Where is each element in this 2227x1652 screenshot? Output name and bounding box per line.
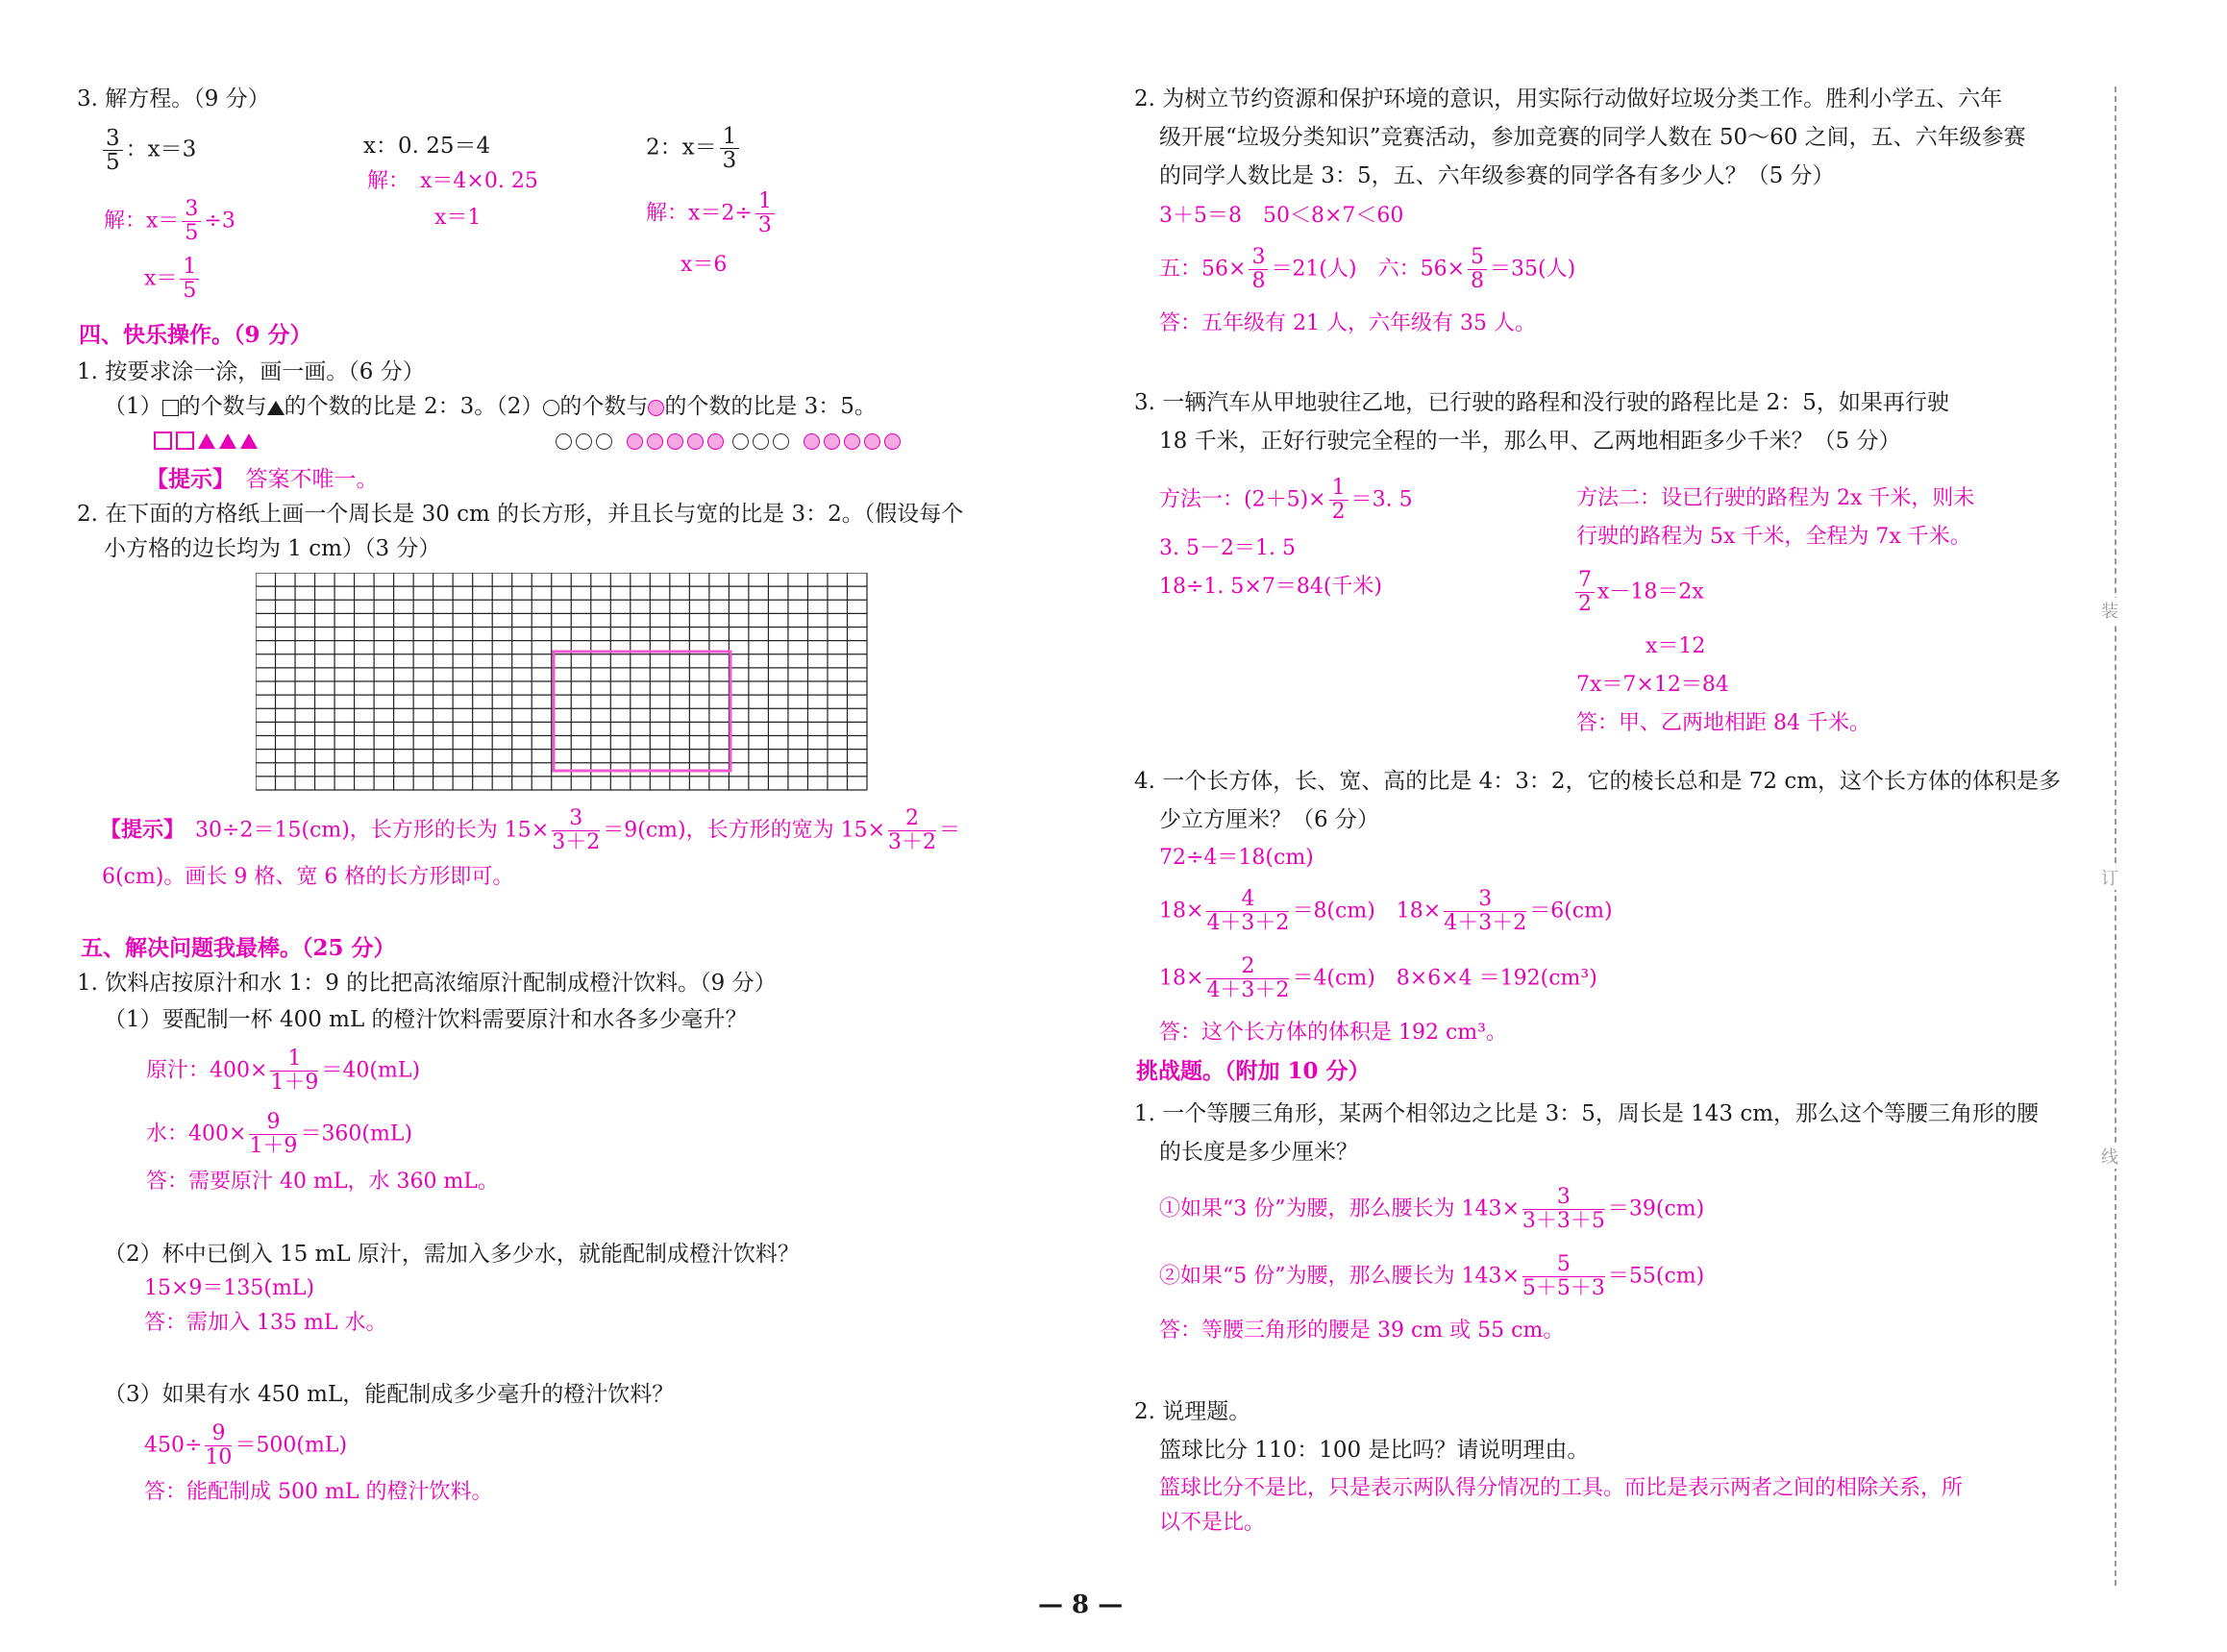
binding-char-2: 订 [2101, 865, 2118, 890]
filled-circle-icon [627, 433, 643, 450]
s4-q2-line1: 2. 在下面的方格纸上画一个周长是 30 cm 的长方形，并且长与宽的比是 3：2。（假设每个 [77, 502, 964, 527]
ch1-line1: 1. 一个等腰三角形，某两个相邻边之比是 3：5，周长是 143 cm，那么这个等腰三角形的腰 [1134, 1101, 2040, 1126]
q3-equation-2: x：0. 25＝4 [363, 134, 491, 159]
grid-paper [256, 573, 871, 794]
s4-q1-title: 1. 按要求涂一涂，画一画。（6 分） [77, 359, 425, 384]
shape-drawing-squares-triangles [154, 431, 261, 450]
filled-circle-icon [648, 400, 664, 416]
s5-q1a-step2: 水：400× $\frac{9}{1+9}$ ＝360(mL) [146, 1110, 413, 1158]
s4-q2-line2: 小方格的边长均为 1 cm）（3 分） [104, 536, 441, 561]
ch1-step1: ①如果“3 份”为腰，那么腰长为 143× $\frac{3}{3+3+5}$ ＝39(cm) [1159, 1185, 1705, 1233]
s5-q1a-step1: 原汁：400× $\frac{1}{1+9}$ ＝40(mL) [146, 1047, 421, 1095]
filled-circle-icon [844, 433, 860, 450]
q3-eq3-solution: 解：x＝2÷ $\frac{1}{3}$ [646, 190, 778, 237]
r-q4-step1: 72÷4＝18(cm) [1159, 846, 1314, 870]
filled-circle-icon [687, 433, 704, 450]
q3-equation-1: $\frac{3}{5}$ ：x＝3 [100, 127, 196, 174]
filled-circle-icon [884, 433, 901, 450]
square-icon [176, 431, 194, 450]
triangle-icon [219, 433, 236, 449]
s5-q1c-answer: 答：能配制成 500 mL 的橙汁饮料。 [144, 1480, 493, 1504]
s5-q1b-answer: 答：需加入 135 mL 水。 [144, 1311, 387, 1335]
r-q3-answer: 答：甲、乙两地相距 84 千米。 [1576, 711, 1870, 735]
filled-circle-icon [647, 433, 663, 450]
q3-eq2-result: x＝1 [434, 206, 482, 230]
ch2-question: 篮球比分 110：100 是比吗？请说明理由。 [1159, 1438, 1590, 1463]
filled-circle-icon [864, 433, 880, 450]
r-q2-step1: 3＋5＝8 50＜8×7＜60 [1159, 204, 1404, 228]
page-number: — 8 — [1038, 1590, 1124, 1619]
s5-q1b-step1: 15×9＝135(mL) [144, 1276, 315, 1300]
r-q3-method2-x: x＝12 [1646, 634, 1706, 658]
r-q3-method2-line1: 方法二：设已行驶的路程为 2x 千米，则未 [1576, 486, 1975, 510]
square-shape-icon [162, 400, 179, 416]
r-q3-method2-eq: $\frac{7}{2}$ x－18＝2x [1572, 569, 1704, 616]
section5-title: 五、解决问题我最棒。（25 分） [81, 935, 396, 961]
binding-dashed-line [2115, 86, 2116, 1586]
r-q4-line2: 少立方厘米？（6 分） [1159, 807, 1379, 832]
ch1-line2: 的长度是多少厘米？ [1159, 1140, 1358, 1165]
binding-char-3: 线 [2101, 1144, 2118, 1169]
triangle-icon [240, 433, 258, 449]
s4-q1-part1: （1） 的个数与 的个数的比是 2：3。（2） 的个数与 的个数的比是 3：5。 [104, 394, 877, 419]
r-q3-method2-line2: 行驶的路程为 5x 千米，全程为 7x 千米。 [1576, 525, 1971, 549]
r-q2-line1: 2. 为树立节约资源和保护环境的意识，用实际行动做好垃圾分类工作。胜利小学五、六年 [1134, 86, 2003, 111]
filled-circle-icon [804, 433, 820, 450]
circle-icon [773, 433, 789, 450]
hint-2-line2: 6(cm)。画长 9 格、宽 6 格的长方形即可。 [102, 865, 514, 889]
r-q3-method1-step1: 方法一：(2＋5)× $\frac{1}{2}$ ＝3. 5 [1159, 476, 1413, 524]
r-q2-line2: 级开展“垃圾分类知识”竞赛活动，参加竞赛的同学人数在 50～60 之间，五、六年级参赛 [1159, 125, 2026, 150]
filled-circle-icon [667, 433, 683, 450]
square-icon [154, 431, 172, 450]
section4-title: 四、快乐操作。（9 分） [79, 322, 312, 348]
q3-eq3-result: x＝6 [680, 253, 728, 277]
triangle-icon [198, 433, 215, 449]
filled-circle-icon [824, 433, 840, 450]
circle-icon [556, 433, 572, 450]
q3-title: 3. 解方程。（9 分） [77, 86, 270, 111]
r-q3-method1-step2: 3. 5－2＝1. 5 [1159, 536, 1296, 560]
r-q3-line2: 18 千米，正好行驶完全程的一半，那么甲、乙两地相距多少千米？（5 分） [1159, 429, 1901, 454]
s5-q1c: （3）如果有水 450 mL，能配制成多少毫升的橙汁饮料？ [104, 1382, 675, 1407]
r-q2-line3: 的同学人数比是 3：5，五、六年级参赛的同学各有多少人？（5 分） [1159, 163, 1835, 188]
q3-eq2-solution: 解： x＝4×0. 25 [367, 169, 538, 193]
s5-q1-title: 1. 饮料店按原汁和水 1：9 的比把高浓缩原汁配制成橙汁饮料。（9 分） [77, 971, 777, 996]
filled-circle-icon [707, 433, 724, 450]
circle-shape-icon [543, 400, 559, 416]
circle-icon [576, 433, 592, 450]
q3-equation-3: 2：x＝ $\frac{1}{3}$ [646, 125, 742, 172]
r-q2-answer: 答：五年级有 21 人，六年级有 35 人。 [1159, 311, 1536, 335]
hint-1: 【提示】 答案不唯一。 [146, 466, 379, 492]
s5-q1c-step1: 450÷ $\frac{9}{10}$ ＝500(mL) [144, 1421, 348, 1469]
s5-q1a: （1）要配制一杯 400 mL 的橙汁饮料需要原汁和水各多少毫升？ [104, 1007, 748, 1032]
r-q3-method1-step3: 18÷1. 5×7＝84(千米) [1159, 575, 1382, 599]
s5-q1b: （2）杯中已倒入 15 mL 原汁，需加入多少水，就能配制成橙汁饮料？ [104, 1242, 800, 1267]
hint-2-line1: 【提示】 30÷2＝15(cm)，长方形的长为 15× $\frac{3}{3+2}$ ＝9(cm)，长方形的宽为 15× $\frac{2}{3+2}$ ＝ [100, 806, 961, 854]
ch1-step2: ②如果“5 份”为腰，那么腰长为 143× $\frac{5}{5+5+3}$ ＝55(cm) [1159, 1252, 1705, 1300]
triangle-shape-icon [267, 401, 285, 415]
ch2-answer-line1: 篮球比分不是比，只是表示两队得分情况的工具。而比是表示两者之间的相除关系，所 [1159, 1476, 1964, 1500]
s5-q1a-answer: 答：需要原汁 40 mL，水 360 mL。 [146, 1170, 499, 1194]
challenge-title: 挑战题。（附加 10 分） [1136, 1058, 1371, 1084]
q3-eq1-result: x＝ $\frac{1}{5}$ [144, 256, 202, 303]
ch1-answer: 答：等腰三角形的腰是 39 cm 或 55 cm。 [1159, 1319, 1565, 1343]
q3-eq1-solution: 解：x＝ $\frac{3}{5}$ ÷3 [104, 197, 235, 245]
r-q4-step2: 18× $\frac{4}{4+3+2}$ ＝8(cm) 18× $\frac{3}{4+3+2}$ ＝6(cm) [1159, 887, 1613, 935]
circle-drawing [556, 431, 904, 450]
r-q4-answer: 答：这个长方体的体积是 192 cm³。 [1159, 1021, 1507, 1045]
ch2-title: 2. 说理题。 [1134, 1399, 1251, 1424]
drawn-rectangle [554, 652, 730, 771]
r-q4-line1: 4. 一个长方体，长、宽、高的比是 4：3：2，它的棱长总和是 72 cm，这个长方体的体积是多 [1134, 769, 2062, 794]
r-q4-step3: 18× $\frac{2}{4+3+2}$ ＝4(cm) 8×6×4 ＝192(cm³) [1159, 954, 1597, 1002]
circle-icon [732, 433, 749, 450]
binding-char-1: 装 [2101, 598, 2118, 623]
circle-icon [753, 433, 769, 450]
r-q3-line1: 3. 一辆汽车从甲地驶往乙地，已行驶的路程和没行驶的路程比是 2：5，如果再行驶 [1134, 390, 1949, 415]
ch2-answer-line2: 以不是比。 [1159, 1511, 1266, 1535]
r-q2-step2: 五：56× $\frac{3}{8}$ ＝21(人) 六：56× $\frac{5}{8}$ ＝35(人) [1159, 245, 1576, 293]
r-q3-method2-result: 7x＝7×12＝84 [1576, 673, 1729, 697]
circle-icon [596, 433, 612, 450]
